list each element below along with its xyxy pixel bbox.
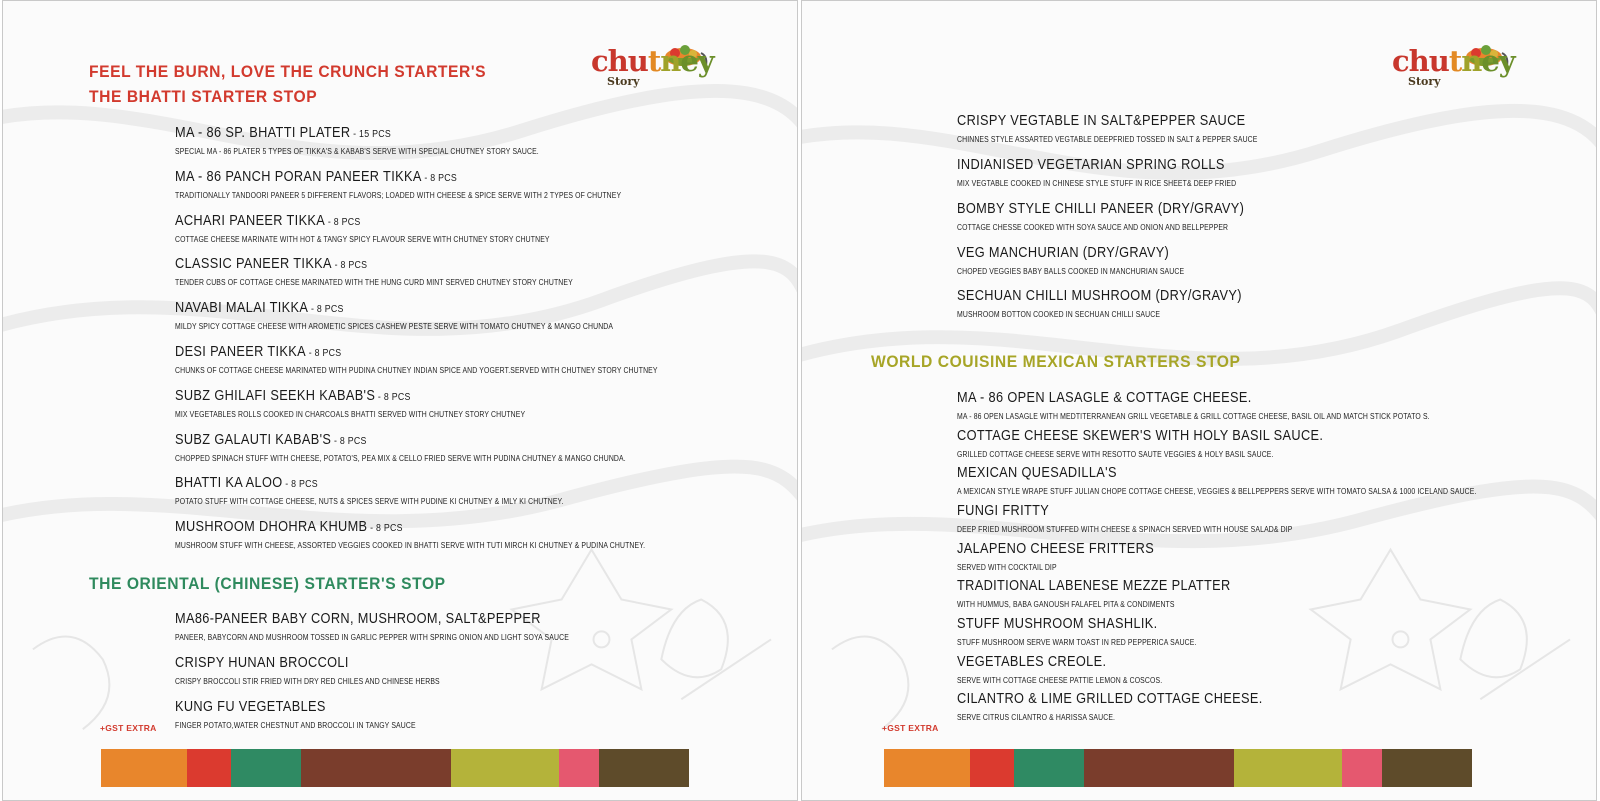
menu-item-name: SUBZ GALAUTI KABAB'S <box>175 432 332 448</box>
menu-item-name: BOMBY STYLE CHILLI PANEER (DRY/GRAVY) <box>957 201 1245 217</box>
gst-note: +GST EXTRA <box>882 723 939 733</box>
menu-item <box>175 610 633 643</box>
menu-item-description: MIX VEGETABLES ROLLS COOKED IN CHARCOALS BHATTI SERVED WITH CHUTNEY STORY CHUTNEY <box>175 410 526 419</box>
menu-item-quantity: - 8 PCS <box>325 217 361 228</box>
menu-item-quantity: - 8 PCS <box>375 392 411 403</box>
section-title: WORLD COUISINE MEXICAN STARTERS STOP <box>871 352 1241 371</box>
menu-item-header <box>175 343 669 363</box>
menu-item-name: SECHUAN CHILLI MUSHROOM (DRY/GRAVY) <box>957 288 1242 304</box>
color-bar <box>884 749 1472 787</box>
color-bar-segment <box>970 749 1014 787</box>
menu-item-name: VEGETABLES CREOLE. <box>957 654 1107 670</box>
color-bar-segment <box>1084 749 1234 787</box>
menu-item <box>175 474 627 507</box>
menu-item-header <box>957 244 1189 264</box>
menu-item-name: INDIANISED VEGETARIAN SPRING ROLLS <box>957 157 1225 173</box>
logo-text-3: n <box>1461 44 1482 78</box>
menu-item-name: MEXICAN QUESADILLA'S <box>957 465 1117 481</box>
section-title: THE BHATTI STARTER STOP <box>89 87 318 106</box>
menu-item-header <box>175 124 547 144</box>
menu-item-description: MIX VEGTABLE COOKED IN CHINESE STYLE STUFF IN RICE SHEET& DEEP FRIED <box>957 179 1237 188</box>
menu-item-description: GRILLED COTTAGE CHEESE SERVE WITH RESOTTO SAUTE VEGGIES & HOLY BASIL SAUCE. <box>957 450 1274 459</box>
logo-subtitle: Story <box>1408 75 1441 88</box>
menu-item <box>175 698 455 731</box>
color-bar-segment <box>1014 749 1084 787</box>
menu-item-quantity: - 8 PCS <box>306 348 342 359</box>
menu-item-description: SERVED WITH COCKTAIL DIP <box>957 563 1057 572</box>
menu-item-name: TRADITIONAL LABENESE MEZZE PLATTER <box>957 578 1231 594</box>
menu-item-name: MUSHROOM DHOHRA KHUMB <box>175 519 368 535</box>
menu-item <box>957 464 1561 497</box>
color-bar-segment <box>301 749 451 787</box>
menu-item-name: CRISPY VEGTABLE IN SALT&PEPPER SAUCE <box>957 113 1246 129</box>
logo-text-4: ey <box>680 44 714 78</box>
menu-item <box>957 287 1281 320</box>
color-bar-segment <box>231 749 301 787</box>
menu-item-header <box>175 168 632 188</box>
menu-item-name: SUBZ GHILAFI SEEKH KABAB'S <box>175 388 376 404</box>
menu-item-name: CILANTRO & LIME GRILLED COTTAGE CHEESE. <box>957 691 1263 707</box>
menu-item <box>957 577 1268 610</box>
menu-item <box>175 168 694 201</box>
color-bar-segment <box>559 749 599 787</box>
menu-item-description: CHINNES STYLE ASSARTED VEGTABLE DEEPFRIED TOSSED IN SALT & PEPPER SAUCE <box>957 135 1258 144</box>
section-title: FEEL THE BURN, LOVE THE CRUNCH STARTER'S <box>89 62 487 81</box>
menu-item-name: MA - 86 OPEN LASAGLE & COTTAGE CHEESE. <box>957 390 1252 406</box>
menu-item <box>175 518 722 551</box>
menu-item-header <box>957 200 1244 220</box>
logo-text-1: chu <box>1392 44 1449 78</box>
menu-item-quantity: - 8 PCS <box>331 436 367 447</box>
menu-item-header <box>957 690 1263 710</box>
menu-item-description: CHOPPED SPINACH STUFF WITH CHEESE, POTATO'S, PEA MIX & CELLO FRIED SERVE WITH PUDINA CHUTNEY & MANGO CHUNDA. <box>175 454 626 463</box>
menu-item-description: A MEXICAN STYLE WRAPE STUFF JULIAN CHOPE COTTAGE CHEESE, VEGGIES & BELLPEPPERS SERVE WITH TOMATO SALSA & 1000 ICELAND SAUCE. <box>957 487 1477 496</box>
color-bar-segment <box>101 749 187 787</box>
menu-item-description: WITH HUMMUS, BABA GANOUSH FALAFEL PITA & CONDIMENTS <box>957 600 1175 609</box>
menu-item <box>957 615 1236 648</box>
menu-item-quantity: - 8 PCS <box>331 260 368 271</box>
menu-item-header <box>175 255 582 275</box>
menu-item-name: VEG MANCHURIAN (DRY/GRAVY) <box>957 245 1170 261</box>
menu-item-header <box>957 389 1441 409</box>
menu-content-right <box>802 1 1596 800</box>
section-title: THE ORIENTAL (CHINESE) STARTER'S STOP <box>89 574 446 593</box>
menu-item <box>957 244 1221 277</box>
menu-item-header <box>175 431 636 451</box>
menu-item-header <box>957 615 1202 635</box>
menu-item <box>957 653 1196 686</box>
menu-item-quantity: - 8 PCS <box>282 479 318 490</box>
menu-item-description: TENDER CUBS OF COTTAGE CHESE MARINATED WITH THE HUNG CURD MINT SERVED CHUTNEY STORY CHUTNEY <box>175 278 573 287</box>
color-bar-segment <box>187 749 231 787</box>
logo-text-4: ey <box>1481 44 1515 78</box>
menu-item-name: JALAPENO CHEESE FRITTERS <box>957 541 1155 557</box>
menu-item-description: COTTAGE CHEESE MARINATE WITH HOT & TANGY SPICY FLAVOUR SERVE WITH CHUTNEY STORY CHUTNEY <box>175 235 550 244</box>
menu-item-header <box>957 156 1243 176</box>
menu-item-description: MUSHROOM BOTTON COOKED IN SECHUAN CHILLI SAUCE <box>957 310 1161 319</box>
menu-item-description: CHOPED VEGGIES BABY BALLS COOKED IN MANCHURIAN SAUCE <box>957 267 1185 276</box>
menu-item-quantity: - 8 PCS <box>421 173 458 184</box>
menu-item-name: MA - 86 PANCH PORAN PANEER TIKKA <box>175 169 422 185</box>
menu-item-description: PANEER, BABYCORN AND MUSHROOM TOSSED IN GARLIC PEPPER WITH SPRING ONION AND LIGHT SOYA SAUCE <box>175 633 569 642</box>
menu-item-header <box>175 474 572 494</box>
menu-item <box>957 389 1507 422</box>
menu-item-description: TRADITIONALLY TANDOORI PANEER 5 DIFFERENT FLAVORS; LOADED WITH CHEESE & SPICE SERVE WITH 2 TYPES OF CHUTNEY <box>175 191 622 200</box>
menu-item-description: MILDY SPICY COTTAGE CHEESE WITH AROMETIC SPICES CASHEW PESTE SERVE WITH TOMATO CHUTNEY & MANGO CHUNDA <box>175 322 614 331</box>
menu-item-description: MUSHROOM STUFF WITH CHEESE, ASSORTED VEGGIES COOKED IN BHATTI SERVE WITH TUTI MIRCH KI CHUTNEY & PUDINA CHUTNEY. <box>175 541 646 550</box>
menu-item-name: CLASSIC PANEER TIKKA <box>175 256 332 272</box>
menu-item <box>175 255 638 288</box>
menu-item-header <box>175 610 578 630</box>
menu-item-description: DEEP FRIED MUSHROOM STUFFED WITH CHEESE & SPINACH SERVED WITH HOUSE SALAD& DIP <box>957 525 1293 534</box>
menu-item-description: CRISPY BROCCOLI STIR FRIED WITH DRY RED CHILES AND CHINESE HERBS <box>175 677 440 686</box>
menu-item-name: KUNG FU VEGETABLES <box>175 699 326 715</box>
menu-item-header <box>175 212 558 232</box>
menu-item-header <box>957 427 1323 447</box>
menu-page-left <box>2 0 798 801</box>
menu-item-quantity: - 8 PCS <box>308 304 344 315</box>
menu-item <box>957 690 1304 723</box>
menu-item <box>175 299 684 332</box>
menu-item-quantity: - 15 PCS <box>350 129 391 140</box>
menu-page-right <box>801 0 1597 801</box>
menu-item <box>175 124 598 157</box>
menu-item-description: CHUNKS OF COTTAGE CHEESE MARINATED WITH PUDINA CHUTNEY INDIAN SPICE AND YOGERT.SERVED WITH CHUTNEY STORY CHUTNEY <box>175 366 658 375</box>
menu-item-header <box>957 287 1242 307</box>
logo-text-2: t <box>647 44 661 78</box>
logo-text-2: t <box>1448 44 1462 78</box>
menu-item <box>957 156 1282 189</box>
menu-item-description: FINGER POTATO,WATER CHESTNUT AND BROCCOLI IN TANGY SAUCE <box>175 721 416 730</box>
menu-item <box>175 212 611 245</box>
menu-item-header <box>175 299 623 319</box>
menu-item-description: STUFF MUSHROOM SERVE WARM TOAST IN RED PEPPERICA SAUCE. <box>957 638 1197 647</box>
logo-text-1: chu <box>591 44 648 78</box>
menu-item-description: POTATO STUFF WITH COTTAGE CHEESE, NUTS & SPICES SERVE WITH PUDINE KI CHUTNEY & IMLY KI CHUTNEY. <box>175 497 564 506</box>
menu-item-header <box>957 577 1231 597</box>
menu-content-left <box>3 1 797 800</box>
menu-item-header <box>175 654 446 674</box>
logo-subtitle: Story <box>607 75 640 88</box>
color-bar-segment <box>451 749 559 787</box>
menu-item-header <box>175 387 533 407</box>
menu-item-description: MA - 86 OPEN LASAGLE WITH MEDTITERRANEAN GRILL VEGETABLE & GRILL COTTAGE CHEESE, BASIL OIL AND MATCH STICK POTATO S. <box>957 412 1430 421</box>
menu-item-name: STUFF MUSHROOM SHASHLIK. <box>957 616 1158 632</box>
menu-item <box>957 427 1373 460</box>
menu-item-quantity: - 8 PCS <box>367 523 403 534</box>
menu-item-name: DESI PANEER TIKKA <box>175 344 307 360</box>
menu-item <box>957 200 1283 233</box>
gst-note: +GST EXTRA <box>100 723 157 733</box>
menu-item-name: COTTAGE CHEESE SKEWER'S WITH HOLY BASIL SAUCE. <box>957 428 1324 444</box>
menu-item <box>175 654 483 687</box>
menu-item-name: FUNGI FRITTY <box>957 503 1050 519</box>
menu-item-description: SPECIAL MA - 86 PLATER 5 TYPES OF TIKKA'S & KABAB'S SERVE WITH SPECIAL CHUTNEY STORY SAUCE. <box>175 147 539 156</box>
menu-item-header <box>957 653 1167 673</box>
menu-item <box>175 387 582 420</box>
menu-item-name: NAVABI MALAI TIKKA <box>175 300 309 316</box>
color-bar <box>101 749 689 787</box>
menu-item-name: MA86-PANEER BABY CORN, MUSHROOM, SALT&PEPPER <box>175 611 541 627</box>
menu-item-header <box>957 540 1154 560</box>
menu-item <box>957 540 1181 573</box>
menu-item-header <box>957 112 1264 132</box>
color-bar-segment <box>884 749 970 787</box>
menu-item <box>957 112 1306 145</box>
menu-item-description: SERVE CITRUS CILANTRO & HARISSA SAUCE. <box>957 713 1116 722</box>
menu-item-header <box>957 502 1300 522</box>
menu-item-description: SERVE WITH COTTAGE CHEESE PATTIE LEMON & COSCOS. <box>957 676 1163 685</box>
menu-item-name: BHATTI KA ALOO <box>175 475 283 491</box>
logo-text-3: n <box>660 44 681 78</box>
menu-item-name: ACHARI PANEER TIKKA <box>175 213 326 229</box>
menu-item-description: COTTAGE CHESSE COOKED WITH SOYA SAUCE AND ONION AND BELLPEPPER <box>957 223 1229 232</box>
menu-item-name: MA - 86 SP. BHATTI PLATER <box>175 125 351 141</box>
color-bar-segment <box>599 749 689 787</box>
color-bar-segment <box>1382 749 1472 787</box>
menu-item <box>957 502 1347 535</box>
menu-item-name: CRISPY HUNAN BROCCOLI <box>175 655 349 671</box>
color-bar-segment <box>1342 749 1382 787</box>
menu-item-header <box>957 464 1489 484</box>
menu-item-header <box>175 518 656 538</box>
menu-item-header <box>175 698 421 718</box>
menu-item <box>175 431 699 464</box>
color-bar-segment <box>1234 749 1342 787</box>
menu-item <box>175 343 736 376</box>
